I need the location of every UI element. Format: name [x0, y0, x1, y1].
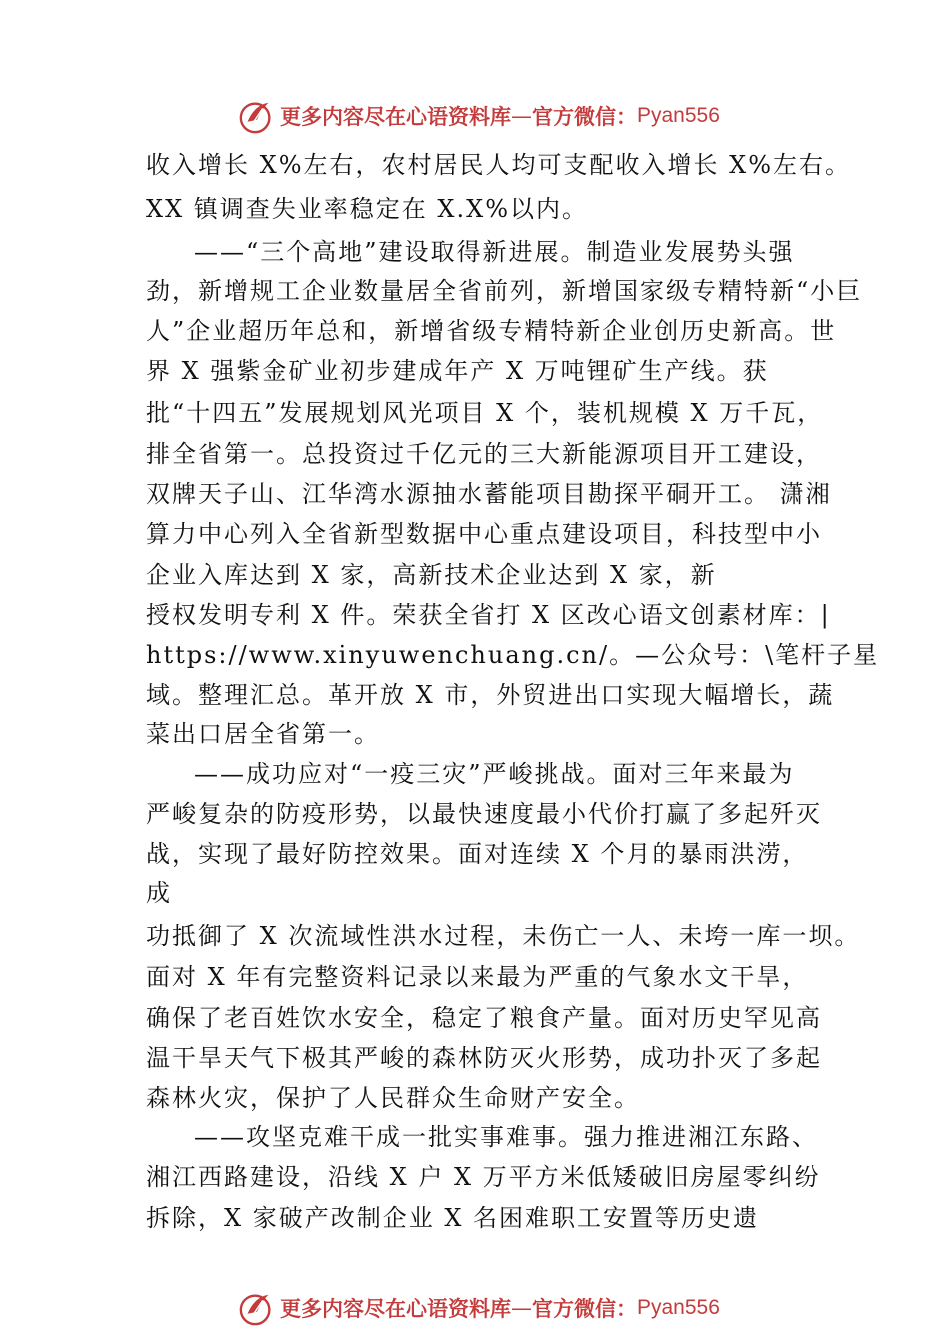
header-brand-text: 更多内容尽在心语资料库 — [280, 104, 511, 129]
header-wechat-id: Pyan556 — [637, 104, 720, 127]
text-line: 严峻复杂的防疫形势，以最快速度最小代价打赢了多起歼灭 — [146, 800, 822, 828]
text-line: 批“十四五”发展规划风光项目 X 个，装机规模 X 万千瓦， — [146, 399, 824, 427]
text-line: 湘江西路建设，沿线 X 户 X 万平方米低矮破旧房屋零纠纷 — [146, 1163, 821, 1191]
text-line: 战，实现了最好防控效果。面对连续 X 个月的暴雨洪涝， — [146, 840, 809, 868]
text-line: 授权发明专利 X 件。荣获全省打 X 区改心语文创素材库：| — [146, 601, 831, 629]
text-line: 成 — [146, 879, 172, 907]
text-line: 菜出口居全省第一。 — [146, 720, 380, 748]
footer-brand-text: 更多内容尽在心语资料库 — [280, 1296, 511, 1321]
brand-logo-icon — [238, 97, 276, 135]
text-line: 确保了老百姓饮水安全，稳定了粮食产量。面对历史罕见高 — [146, 1004, 822, 1032]
text-line: XX 镇调查失业率稳定在 X.X%以内。 — [146, 195, 589, 223]
text-line: ——攻坚克难干成一批实事难事。强力推进湘江东路、 — [194, 1123, 818, 1151]
text-line: 森林火灾，保护了人民群众生命财产安全。 — [146, 1084, 640, 1112]
text-line: 企业入库达到 X 家，高新技术企业达到 X 家，新 — [146, 561, 717, 589]
text-line: 拆除，X 家破产改制企业 X 名困难职工安置等历史遗 — [146, 1204, 760, 1232]
text-line: ——“三个高地”建设取得新进展。制造业发展势头强 — [194, 238, 795, 266]
text-line: 人”企业超历年总和，新增省级专精特新企业创历史新高。世 — [146, 317, 837, 345]
text-line: https://www.xinyuwenchuang.cn/。—公众号：\笔杆子星 — [146, 641, 880, 669]
text-line: 域。整理汇总。革开放 X 市，外贸进出口实现大幅增长，蔬 — [146, 681, 835, 709]
header-dash: — — [511, 104, 532, 128]
footer-wechat-label: 官方微信： — [532, 1296, 637, 1321]
text-line: 温干旱天气下极其严峻的森林防灭火形势，成功扑灭了多起 — [146, 1044, 822, 1072]
text-line: 界 X 强紫金矿业初步建成年产 X 万吨锂矿生产线。获 — [146, 357, 769, 385]
header-banner — [238, 96, 720, 136]
text-line: 双牌天子山、江华湾水源抽水蓄能项目勘探平硐开工。 潇湘 — [146, 480, 832, 508]
text-line: 面对 X 年有完整资料记录以来最为严重的气象水文干旱， — [146, 963, 809, 991]
text-line: 算力中心列入全省新型数据中心重点建设项目，科技型中小 — [146, 520, 822, 548]
brand-logo-icon — [238, 1289, 276, 1327]
header-wechat-label: 官方微信： — [532, 104, 637, 129]
footer-wechat-id: Pyan556 — [637, 1296, 720, 1319]
text-line: ——成功应对“一疫三灾”严峻挑战。面对三年来最为 — [194, 760, 795, 788]
text-line: 功抵御了 X 次流域性洪水过程，未伤亡一人、未垮一库一坝。 — [146, 922, 861, 950]
text-line: 收入增长 X%左右，农村居民人均可支配收入增长 X%左右。 — [146, 151, 852, 179]
text-line: 排全省第一。总投资过千亿元的三大新能源项目开工建设， — [146, 440, 822, 468]
footer-dash: — — [511, 1296, 532, 1320]
text-line: 劲，新增规工企业数量居全省前列，新增国家级专精特新“小巨 — [146, 277, 863, 305]
footer-banner — [238, 1288, 720, 1328]
